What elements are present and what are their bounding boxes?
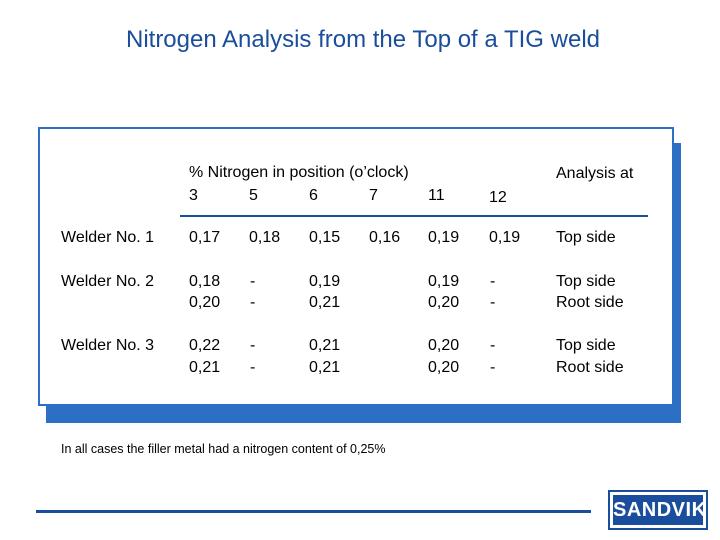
position-7-header: 7 xyxy=(369,187,378,204)
welder-1-label: Welder No. 1 xyxy=(61,229,155,246)
footer-rule xyxy=(36,510,591,513)
table-cell: 0,18 xyxy=(249,229,281,246)
table-cell: 0,20 xyxy=(428,337,460,354)
table-cell: 0,19 xyxy=(309,273,341,290)
footnote: In all cases the filler metal had a nitrogen content of 0,25% xyxy=(61,442,386,456)
table-cell: 0,21 xyxy=(189,359,221,376)
table-cell: 0,20 xyxy=(428,359,460,376)
table-cell: 0,19 xyxy=(428,273,460,290)
sandvik-logo xyxy=(608,490,708,530)
analysis-side: Top side xyxy=(556,273,616,290)
table-cell: - xyxy=(250,273,256,290)
table-cell: 0,21 xyxy=(309,337,341,354)
table-cell: 0,17 xyxy=(189,229,221,246)
table-cell: 0,15 xyxy=(309,229,341,246)
table-cell: - xyxy=(250,337,256,354)
table-cell: - xyxy=(490,273,496,290)
table-cell: - xyxy=(250,359,256,376)
table-cell: 0,21 xyxy=(309,359,341,376)
table-cell: 0,21 xyxy=(309,294,341,311)
position-12-header: 12 xyxy=(489,189,507,206)
position-6-header: 6 xyxy=(309,187,318,204)
table-cell: 0,18 xyxy=(189,273,221,290)
table-cell: 0,20 xyxy=(428,294,460,311)
logo-text: SANDVIK xyxy=(613,495,703,525)
analysis-side: Root side xyxy=(556,359,624,376)
nitrogen-position-header: % Nitrogen in position (o’clock) xyxy=(189,164,409,181)
table-cell: 0,20 xyxy=(189,294,221,311)
welder-3-label: Welder No. 3 xyxy=(61,337,155,354)
table-cell: 0,16 xyxy=(369,229,401,246)
welder-2-label: Welder No. 2 xyxy=(61,273,155,290)
table-cell: - xyxy=(490,337,496,354)
page-title: Nitrogen Analysis from the Top of a TIG weld xyxy=(125,26,600,53)
position-11-header: 11 xyxy=(428,187,445,204)
header-divider xyxy=(180,215,648,217)
analysis-side: Top side xyxy=(556,229,616,246)
table-cell: 0,19 xyxy=(428,229,460,246)
analysis-side: Top side xyxy=(556,337,616,354)
table-cell: - xyxy=(490,294,496,311)
position-3-header: 3 xyxy=(189,187,198,204)
table-cell: - xyxy=(250,294,256,311)
position-5-header: 5 xyxy=(249,187,258,204)
analysis-at-header: Analysis at xyxy=(556,165,634,182)
table-cell: - xyxy=(490,359,496,376)
analysis-side: Root side xyxy=(556,294,624,311)
table-cell: 0,22 xyxy=(189,337,221,354)
table-cell: 0,19 xyxy=(489,229,521,246)
